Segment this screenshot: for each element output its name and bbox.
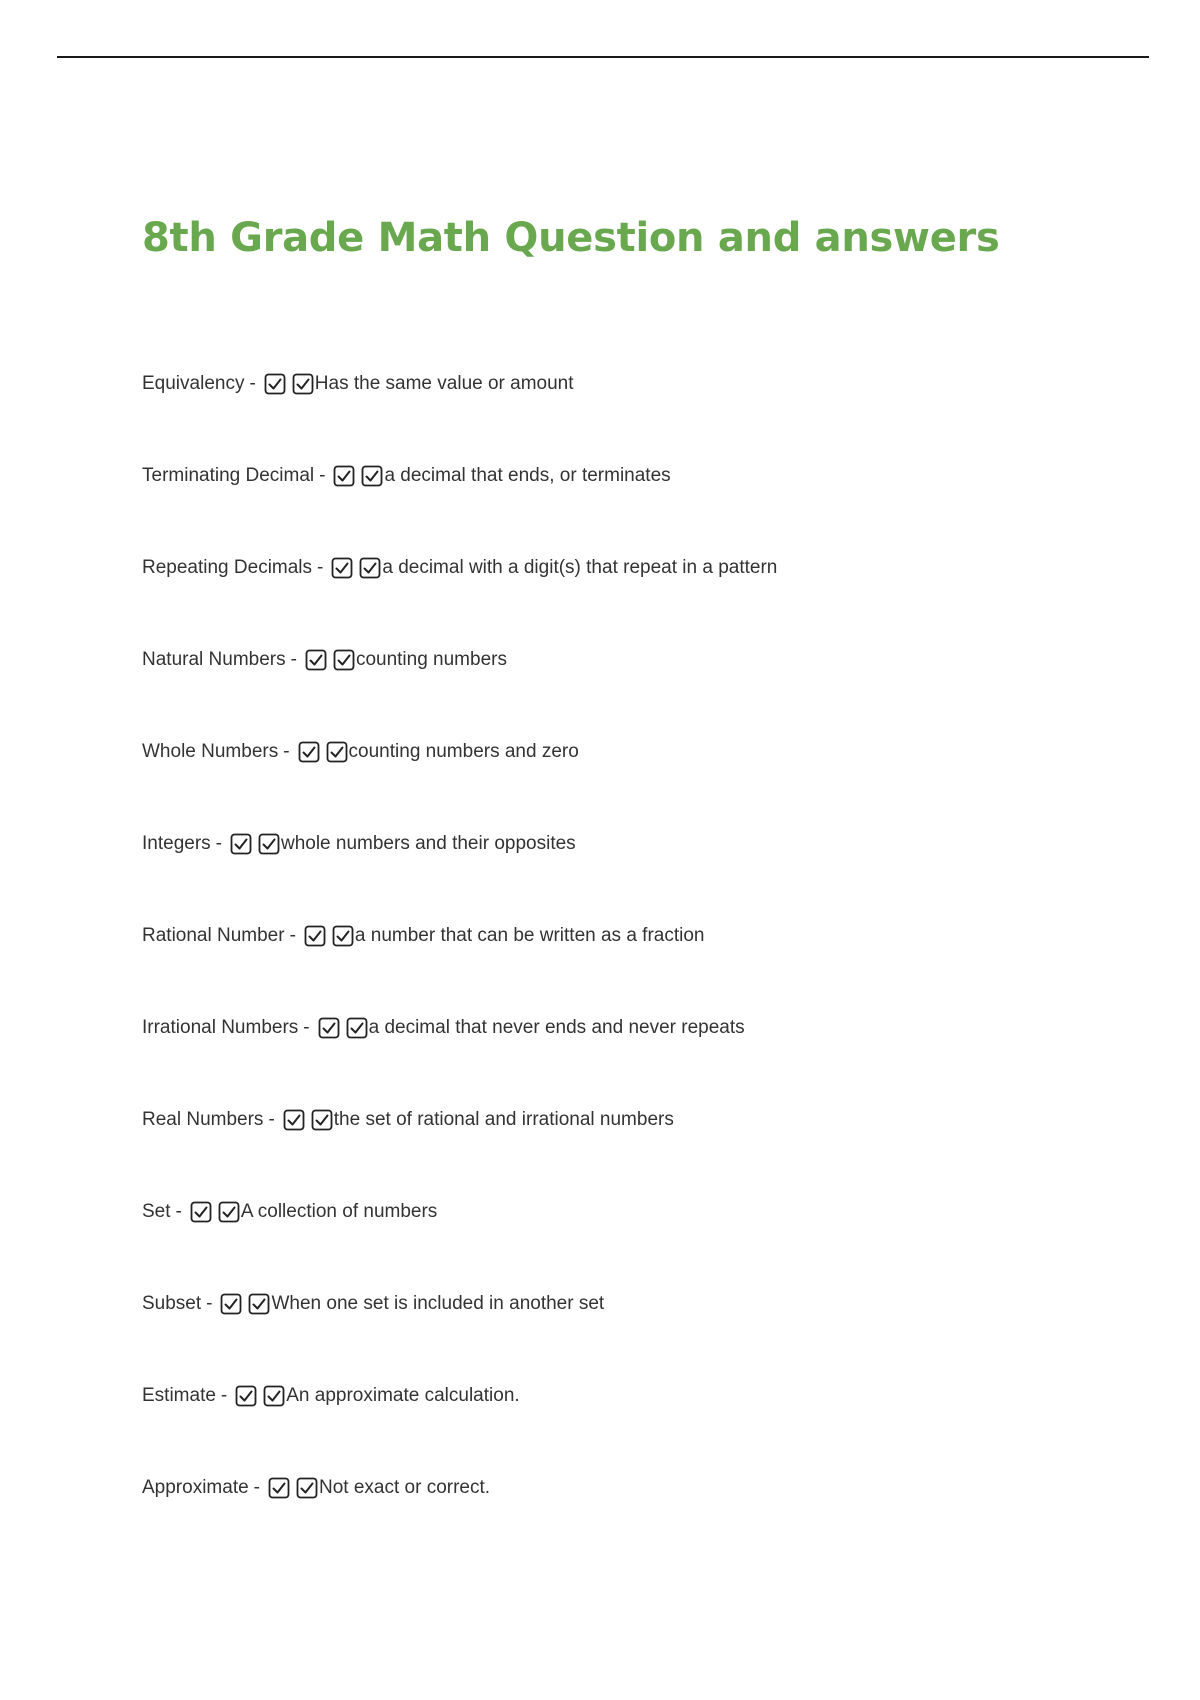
checkbox-checked-icon — [333, 465, 355, 487]
qa-item-integers — [142, 798, 1142, 890]
qa-separator: - — [268, 1109, 275, 1130]
qa-item-terminating-decimal — [142, 430, 1142, 522]
qa-item-whole-numbers — [142, 706, 1142, 798]
qa-answer: whole numbers and their opposites — [280, 833, 576, 854]
qa-answer: counting numbers and zero — [348, 741, 579, 762]
qa-answer: a decimal that never ends and never repeats — [368, 1017, 745, 1038]
qa-term: Terminating Decimal — [142, 465, 315, 486]
qa-item-equivalency — [142, 338, 1142, 430]
qa-term: Rational Number — [142, 925, 285, 946]
qa-answer: Has the same value or amount — [314, 373, 574, 394]
qa-answer: a number that can be written as a fraction — [354, 925, 705, 946]
checkbox-checked-icon — [230, 833, 252, 855]
qa-term: Whole Numbers — [142, 741, 279, 762]
qa-item-approximate — [142, 1442, 1142, 1534]
qa-item-irrational-numbers — [142, 982, 1142, 1074]
checkbox-checked-icon — [235, 1385, 257, 1407]
qa-item-natural-numbers — [142, 614, 1142, 706]
checkbox-checked-icon — [359, 557, 381, 579]
qa-separator: - — [249, 373, 256, 394]
qa-list — [142, 338, 1142, 1534]
checkbox-checked-icon — [292, 373, 314, 395]
qa-term: Irrational Numbers — [142, 1017, 299, 1038]
checkbox-checked-icon — [346, 1017, 368, 1039]
qa-separator: - — [253, 1477, 260, 1498]
checkbox-checked-icon — [333, 649, 355, 671]
qa-term: Repeating Decimals — [142, 557, 313, 578]
qa-separator: - — [206, 1293, 213, 1314]
checkbox-checked-icon — [258, 833, 280, 855]
qa-separator: - — [303, 1017, 310, 1038]
qa-term: Real Numbers — [142, 1109, 264, 1130]
qa-separator: - — [289, 925, 296, 946]
checkbox-checked-icon — [190, 1201, 212, 1223]
checkbox-checked-icon — [218, 1201, 240, 1223]
qa-item-repeating-decimals — [142, 522, 1142, 614]
qa-term: Subset — [142, 1293, 202, 1314]
qa-term: Natural Numbers — [142, 649, 286, 670]
qa-answer: a decimal with a digit(s) that repeat in a pattern — [382, 557, 778, 578]
qa-term: Estimate — [142, 1385, 216, 1406]
checkbox-checked-icon — [331, 557, 353, 579]
qa-separator: - — [290, 649, 297, 670]
top-divider — [57, 56, 1149, 58]
checkbox-checked-icon — [326, 741, 348, 763]
qa-answer: Not exact or correct. — [319, 1477, 491, 1498]
qa-answer: When one set is included in another set — [271, 1293, 605, 1314]
qa-item-estimate — [142, 1350, 1142, 1442]
checkbox-checked-icon — [304, 925, 326, 947]
qa-separator: - — [175, 1201, 182, 1222]
qa-item-subset — [142, 1258, 1142, 1350]
qa-item-rational-number — [142, 890, 1142, 982]
qa-separator: - — [283, 741, 290, 762]
qa-answer: a decimal that ends, or terminates — [384, 465, 671, 486]
checkbox-checked-icon — [361, 465, 383, 487]
qa-term: Integers — [142, 833, 211, 854]
checkbox-checked-icon — [296, 1477, 318, 1499]
checkbox-checked-icon — [263, 1385, 285, 1407]
qa-answer: counting numbers — [355, 649, 507, 670]
checkbox-checked-icon — [318, 1017, 340, 1039]
qa-separator: - — [317, 557, 324, 578]
checkbox-checked-icon — [248, 1293, 270, 1315]
checkbox-checked-icon — [311, 1109, 333, 1131]
qa-separator: - — [220, 1385, 228, 1406]
checkbox-checked-icon — [268, 1477, 290, 1499]
qa-separator: - — [215, 833, 222, 854]
qa-item-set — [142, 1166, 1142, 1258]
qa-answer: the set of rational and irrational numbers — [333, 1109, 674, 1130]
checkbox-checked-icon — [332, 925, 354, 947]
checkbox-checked-icon — [220, 1293, 242, 1315]
qa-separator: - — [319, 465, 326, 486]
qa-item-real-numbers — [142, 1074, 1142, 1166]
checkbox-checked-icon — [283, 1109, 305, 1131]
qa-answer: An approximate calculation. — [286, 1385, 520, 1406]
qa-term: Set — [142, 1201, 171, 1222]
qa-answer: A collection of numbers — [240, 1201, 438, 1222]
qa-term: Equivalency — [142, 373, 245, 394]
document-title: 8th Grade Math Question and answers — [142, 215, 1000, 261]
checkbox-checked-icon — [264, 373, 286, 395]
qa-term: Approximate — [142, 1477, 249, 1498]
checkbox-checked-icon — [298, 741, 320, 763]
checkbox-checked-icon — [305, 649, 327, 671]
